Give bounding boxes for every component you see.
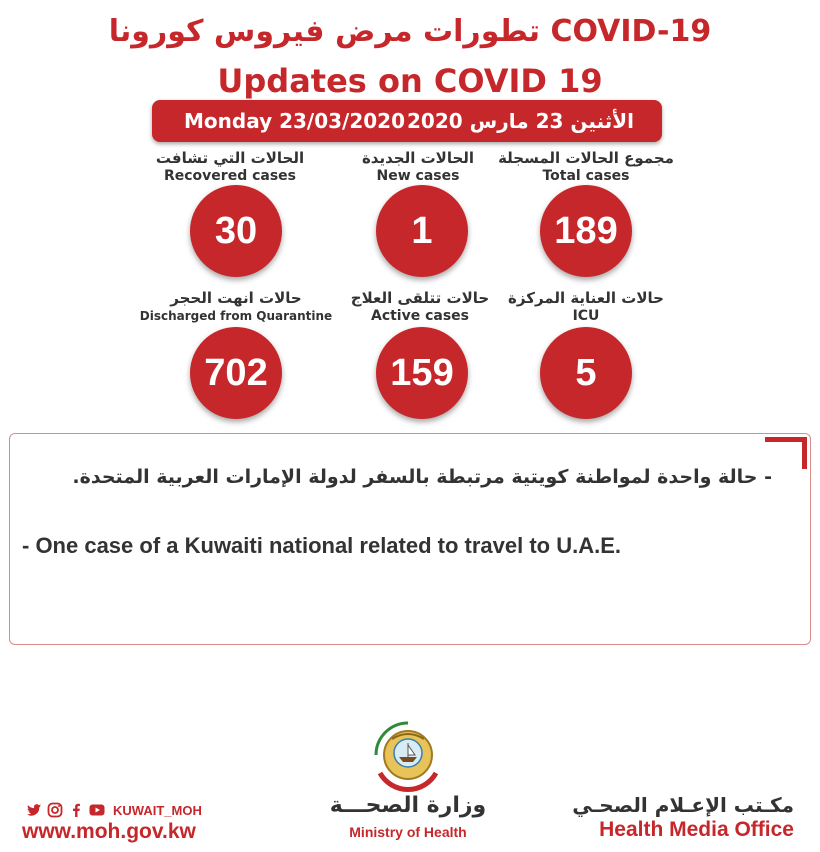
stat-discharged-label (136, 289, 336, 325)
date-english: Monday 23/03/2020 (184, 109, 406, 133)
date-bar (152, 100, 662, 142)
stat-icu-label (486, 289, 686, 325)
stat-total-label (486, 149, 686, 185)
new-label-en: New cases (376, 168, 460, 184)
stat-recovered-label (130, 149, 330, 185)
office-name-english: Health Media Office (599, 818, 794, 841)
note-english: - One case of a Kuwaiti national related to travel to U.A.E. (22, 533, 622, 558)
youtube-icon[interactable] (89, 802, 105, 818)
discharged-label-en: Discharged from Quarantine (139, 309, 333, 323)
total-label-en: Total cases (542, 168, 630, 184)
ministry-name-arabic: وزارة الصحـــة (329, 793, 487, 818)
icu-label-ar: حالات العناية المركزة (508, 289, 664, 307)
recovered-label-ar: الحالات التي تشافت (155, 149, 305, 167)
active-cases-count: 159 (376, 327, 468, 419)
icu-count: 5 (540, 327, 632, 419)
total-label-ar: مجموع الحالات المسجلة (498, 149, 674, 167)
note-arabic: - حالة واحدة لمواطنة كويتية مرتبطة بالسفر لدولة الإمارات العربية المتحدة. (72, 466, 772, 488)
instagram-icon[interactable] (47, 802, 63, 818)
discharged-label-ar: حالات انهت الحجر (170, 289, 302, 307)
active-label-en: Active cases (370, 308, 470, 324)
active-label-ar: حالات تتلقى العلاج (350, 289, 490, 307)
recovered-count: 30 (190, 185, 282, 277)
total-cases-count: 189 (540, 185, 632, 277)
new-cases-count: 1 (376, 185, 468, 277)
discharged-count: 702 (190, 327, 282, 419)
website-link[interactable]: www.moh.gov.kw (22, 820, 196, 843)
icu-label-en: ICU (572, 308, 600, 324)
page-title-arabic: تطورات مرض فيروس كورونا COVID-19 (108, 14, 712, 49)
corner-bracket (765, 437, 807, 469)
new-label-ar: الحالات الجديدة (361, 149, 475, 167)
kuwait-emblem-icon (366, 715, 450, 799)
social-handle: KUWAIT_MOH (113, 802, 202, 818)
office-name-arabic: مكـتب الإعـلام الصحـي (572, 793, 794, 817)
recovered-label-en: Recovered cases (163, 168, 296, 184)
page-title-english: Updates on COVID 19 (217, 62, 603, 100)
twitter-icon[interactable] (26, 802, 42, 818)
social-links (26, 800, 202, 820)
facebook-icon[interactable] (68, 802, 84, 818)
date-arabic: الأثنين 23 مارس 2020 (407, 109, 634, 133)
ministry-name-english: Ministry of Health (349, 824, 467, 840)
